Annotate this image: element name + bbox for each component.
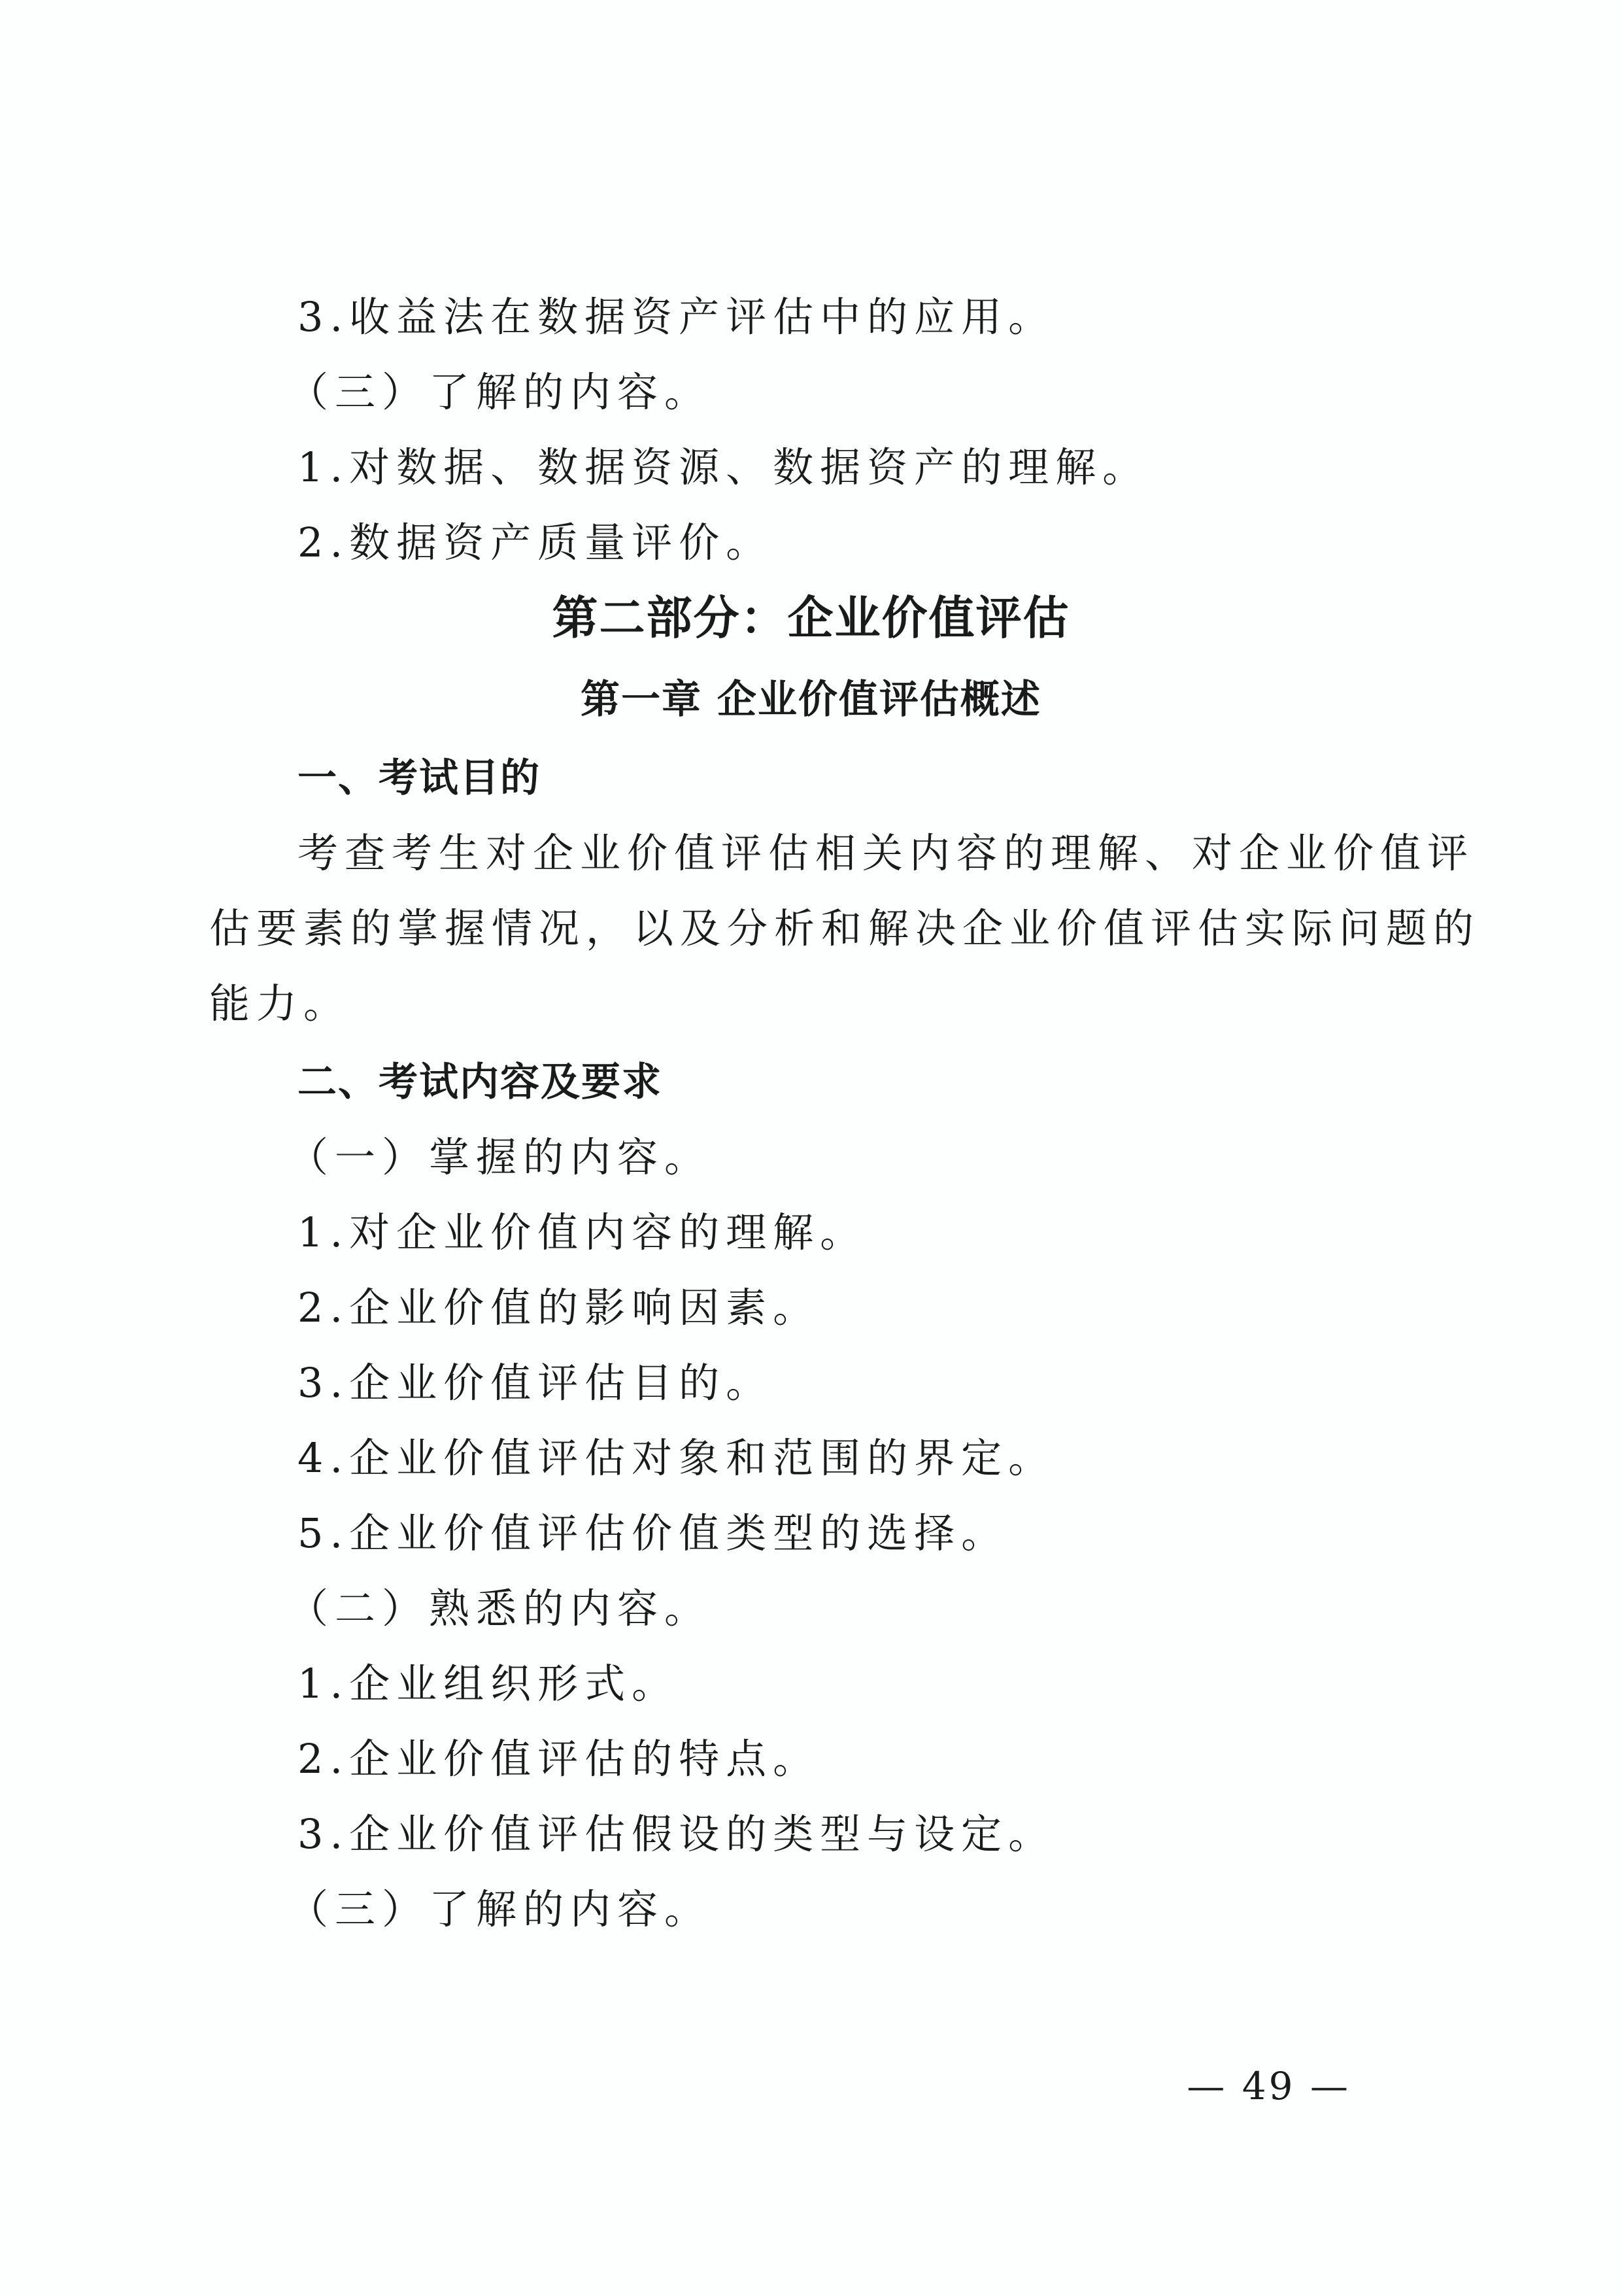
- list-item: 4.企业价值评估对象和范围的界定。: [297, 1434, 1056, 1482]
- subsection-heading: （三）了解的内容。: [288, 1885, 712, 1933]
- subsection-heading: （一）掌握的内容。: [288, 1133, 712, 1181]
- chapter-title: 第一章 企业价值评估概述: [581, 677, 1041, 723]
- list-item: 2.企业价值的影响因素。: [297, 1284, 820, 1331]
- list-item: 3.企业价值评估假设的类型与设定。: [297, 1810, 1056, 1858]
- section-heading: 二、考试内容及要求: [297, 1059, 662, 1105]
- page-number: — 49 —: [1187, 2064, 1351, 2108]
- part-title: 第二部分：企业价值评估: [552, 591, 1070, 645]
- list-item: 5.企业价值评估价值类型的选择。: [297, 1509, 1009, 1557]
- list-item: 1.企业组织形式。: [297, 1660, 679, 1707]
- list-item: 3.企业价值评估目的。: [297, 1359, 773, 1407]
- list-item: 2.数据资产质量评价。: [297, 519, 773, 566]
- subsection-heading: （三）了解的内容。: [288, 368, 712, 416]
- section-heading: 一、考试目的: [297, 755, 541, 801]
- paragraph-line: 估要素的掌握情况，以及分析和解决企业价值评估实际问题的: [209, 904, 1481, 952]
- list-item: 2.企业价值评估的特点。: [297, 1735, 820, 1783]
- paragraph-line: 考查考生对企业价值评估相关内容的理解、对企业价值评: [297, 829, 1475, 877]
- paragraph-line: 能力。: [209, 980, 351, 1027]
- list-item: 3.收益法在数据资产评估中的应用。: [297, 293, 1056, 341]
- list-item: 1.对数据、数据资源、数据资产的理解。: [297, 443, 1150, 491]
- subsection-heading: （二）熟悉的内容。: [288, 1585, 712, 1632]
- list-item: 1.对企业价值内容的理解。: [297, 1208, 868, 1256]
